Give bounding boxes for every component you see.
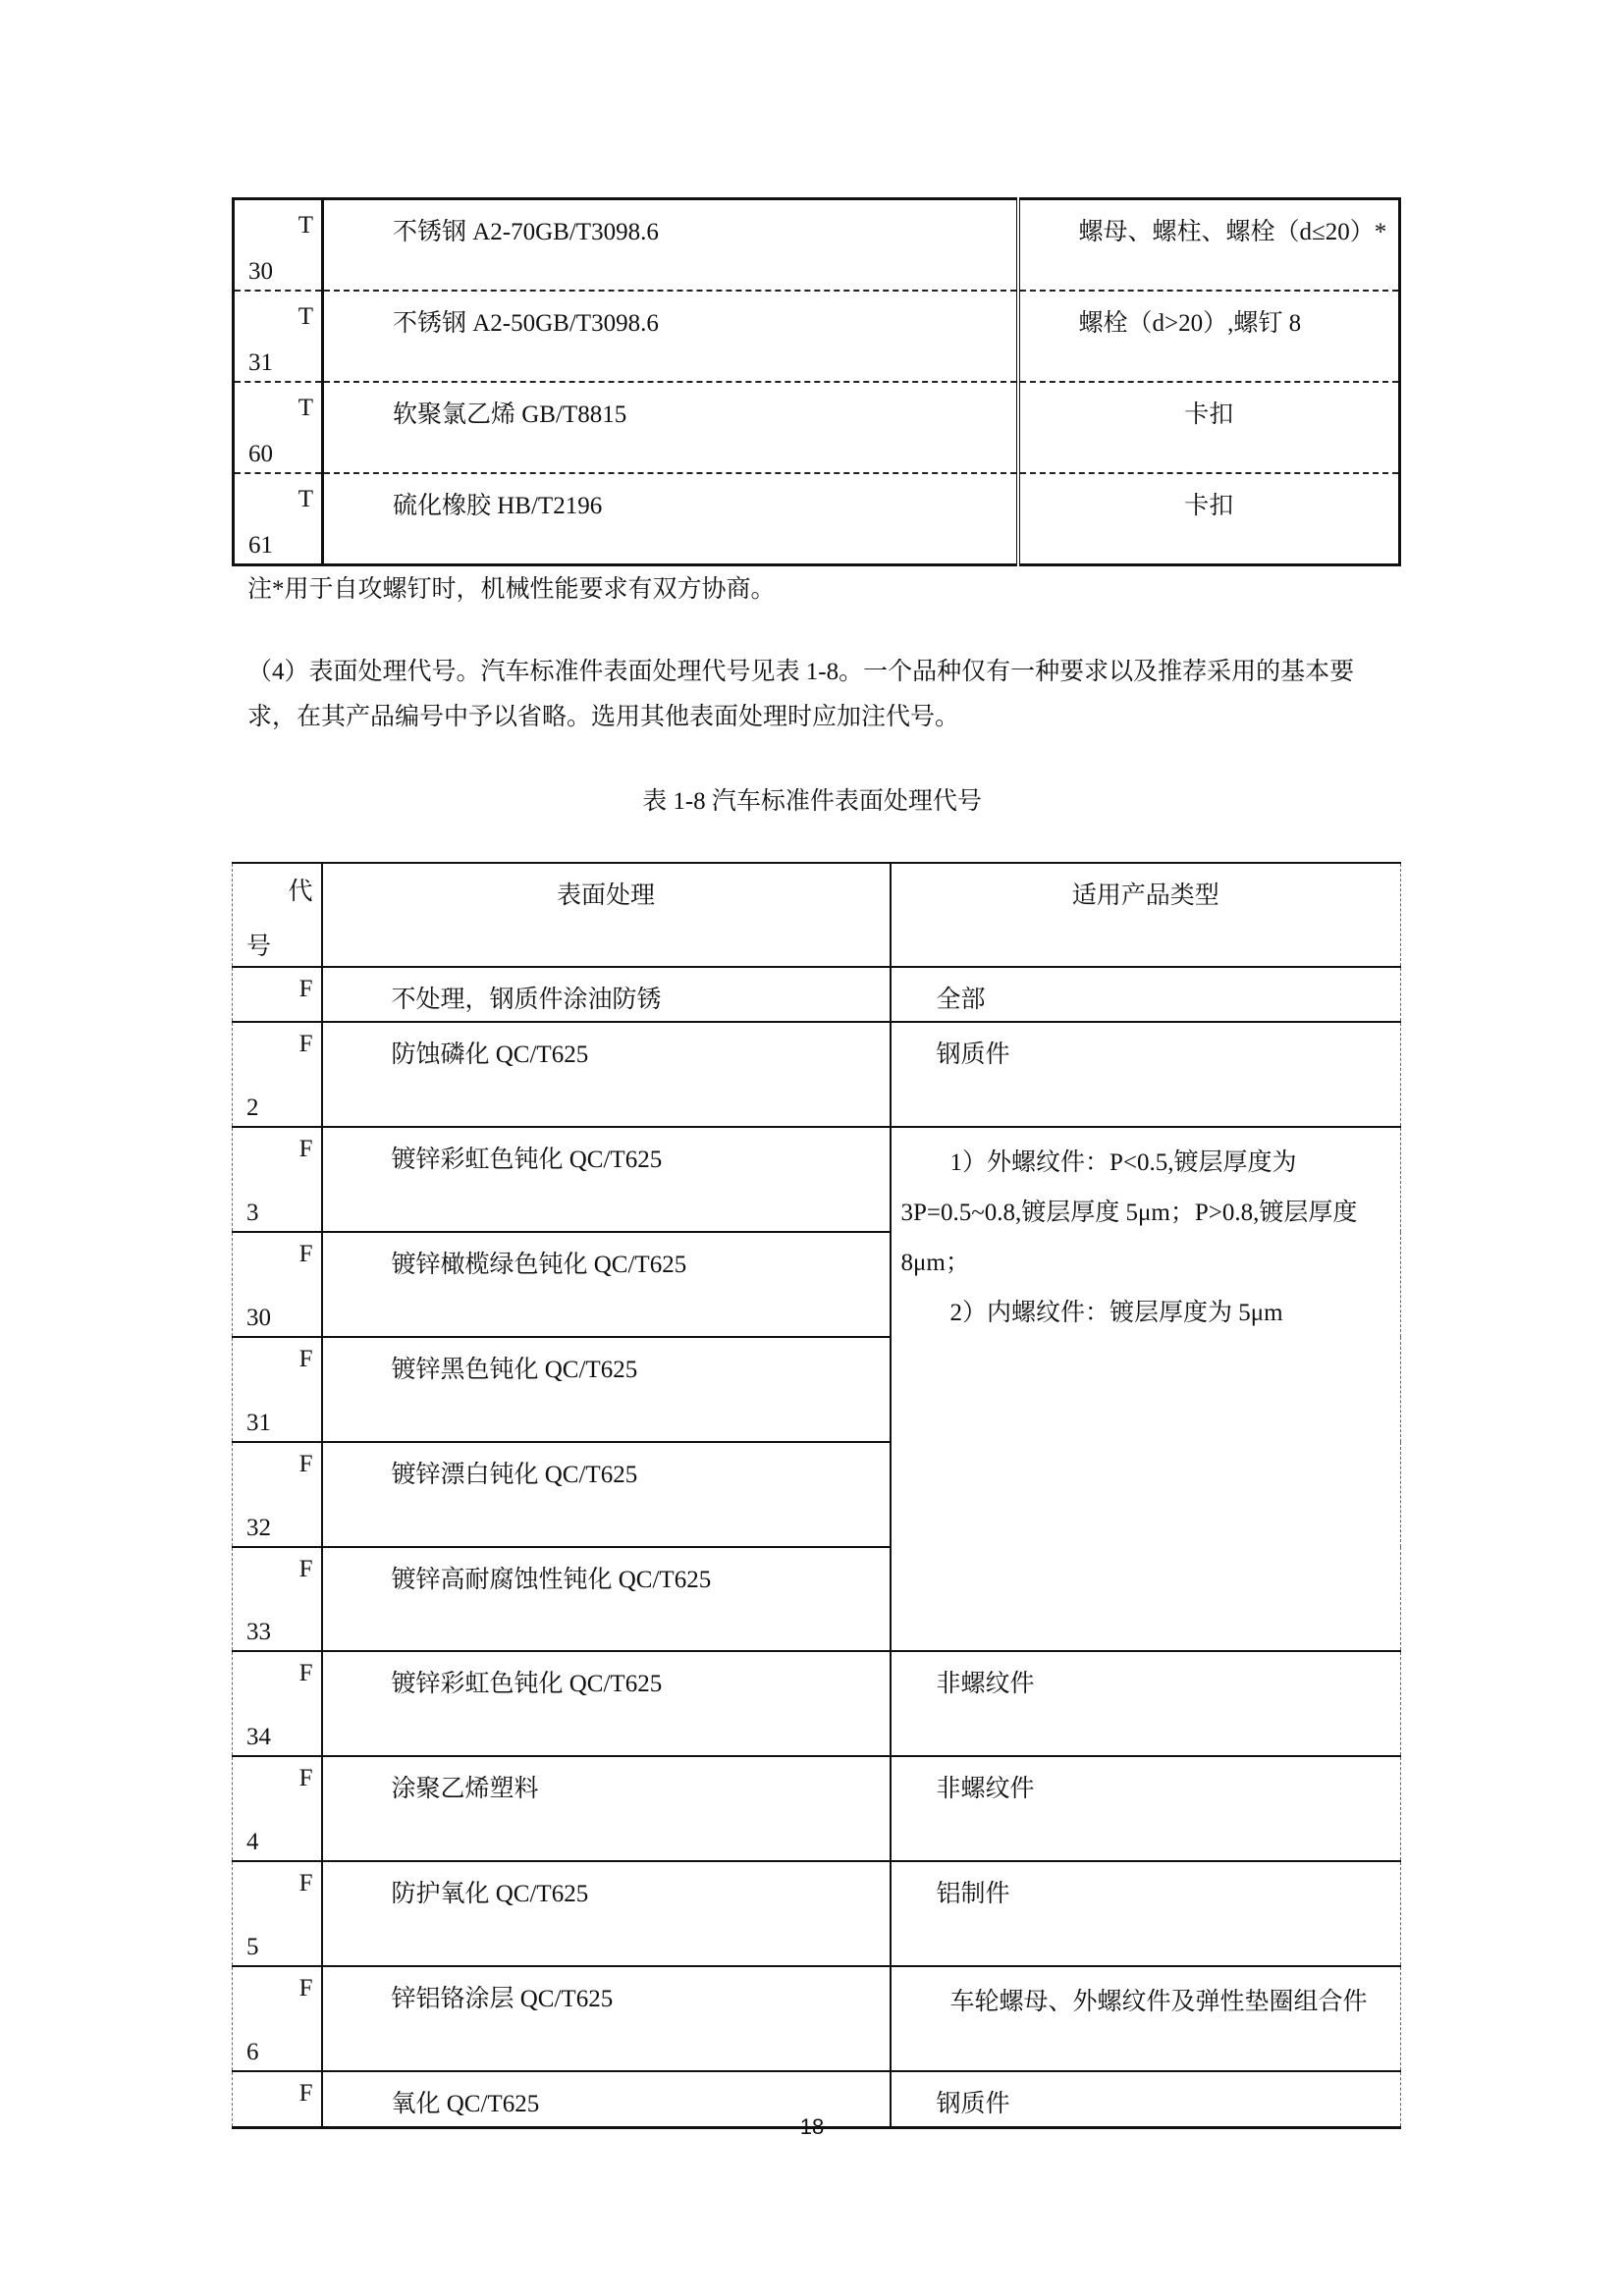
treatment-cell: 涂聚乙烯塑料 xyxy=(391,1776,539,1802)
code-letter: T xyxy=(298,395,313,421)
table-row xyxy=(233,1966,1401,2071)
treatment-cell: 镀锌彩虹色钝化 QC/T625 xyxy=(391,1671,663,1697)
code-cell xyxy=(233,1232,322,1337)
paragraph: （4）表面处理代号。汽车标准件表面处理代号见表 1-8。一个品种仅有一种要求以及推荐采用的基本要求，在其产品编号中予以省略。选用其他表面处理时应加注代号。 xyxy=(247,659,1355,730)
code-letter: F xyxy=(298,2080,313,2107)
merged-products-cell xyxy=(891,1127,1401,1651)
code-cell xyxy=(233,1547,322,1651)
code-letter: F xyxy=(298,1136,313,1162)
code-number: 30 xyxy=(246,1305,271,1331)
material-cell: 不锈钢 A2-50GB/T3098.6 xyxy=(393,310,659,337)
treatment-header: 表面处理 xyxy=(556,882,655,909)
table-caption: 表 1-8 汽车标准件表面处理代号 xyxy=(642,788,982,815)
code-cell xyxy=(233,1756,322,1861)
code-cell xyxy=(233,967,322,1022)
table-row xyxy=(233,1861,1401,1966)
code-letter: F xyxy=(298,1031,313,1057)
table-row xyxy=(233,1127,1401,1232)
treatment-cell: 不处理，钢质件涂油防锈 xyxy=(391,987,662,1013)
code-number: 6 xyxy=(246,2039,259,2065)
usage-cell: 螺母、螺柱、螺栓（d≤20）* xyxy=(1078,219,1387,245)
header-row xyxy=(233,863,1401,967)
code-number: 33 xyxy=(246,1619,271,1645)
products-cell: 钢质件 xyxy=(936,2091,1010,2117)
treatment-cell: 氧化 QC/T625 xyxy=(391,2091,540,2117)
code-letter: F xyxy=(298,1765,313,1791)
table-row xyxy=(233,1756,1401,1861)
treatment-cell: 镀锌彩虹色钝化 QC/T625 xyxy=(391,1147,663,1173)
code-cell xyxy=(233,1861,322,1966)
code-letter: F xyxy=(298,1346,313,1372)
treatment-cell: 锌铝铬涂层 QC/T625 xyxy=(391,1986,614,2012)
surface-treatment-table xyxy=(232,862,1401,2129)
code-letter: F xyxy=(298,1451,313,1477)
table-row xyxy=(234,473,1400,565)
products-line: 1）外螺纹件：P<0.5,镀层厚度为3P=0.5~0.8,镀层厚度 5μm；P>0.8,镀层厚度 8μm； xyxy=(900,1149,1358,1276)
code-number: 60 xyxy=(248,441,273,467)
code-number: 4 xyxy=(246,1829,259,1855)
usage-cell: 卡扣 xyxy=(1184,401,1234,428)
code-cell xyxy=(233,1127,322,1232)
products-cell: 非螺纹件 xyxy=(936,1671,1035,1697)
products-cell: 非螺纹件 xyxy=(936,1776,1035,1802)
treatment-cell: 防护氧化 QC/T625 xyxy=(391,1881,589,1907)
products-line: 2）内螺纹件：镀层厚度为 5μm xyxy=(949,1300,1283,1326)
table-row xyxy=(234,291,1400,382)
code-letter: F xyxy=(298,1556,313,1582)
table-row xyxy=(233,967,1401,1022)
table-note: 注*用于自攻螺钉时，机械性能要求有双方协商。 xyxy=(247,576,776,603)
material-table xyxy=(232,197,1401,566)
code-cell xyxy=(234,199,323,292)
code-number: 2 xyxy=(246,1095,259,1121)
code-header xyxy=(233,863,322,967)
products-header: 适用产品类型 xyxy=(1071,882,1219,909)
code-letter: F xyxy=(298,976,313,1002)
code-number: 3 xyxy=(246,1200,259,1226)
code-number: 32 xyxy=(246,1515,271,1541)
code-cell xyxy=(234,473,323,565)
code-cell xyxy=(234,382,323,473)
code-letter: T xyxy=(298,212,313,239)
code-letter: F xyxy=(298,1660,313,1686)
code-number: 61 xyxy=(248,532,273,559)
treatment-cell: 镀锌橄榄绿色钝化 QC/T625 xyxy=(391,1252,687,1278)
code-number: 30 xyxy=(248,258,273,285)
code-cell xyxy=(233,1337,322,1442)
header-text: 代 xyxy=(288,879,313,905)
treatment-cell: 镀锌漂白钝化 QC/T625 xyxy=(391,1462,638,1488)
material-cell: 软聚氯乙烯 GB/T8815 xyxy=(393,401,627,428)
code-cell xyxy=(233,1966,322,2071)
code-cell xyxy=(234,291,323,382)
products-cell: 铝制件 xyxy=(936,1881,1010,1907)
code-letter: F xyxy=(298,1870,313,1896)
code-cell xyxy=(233,1651,322,1756)
table-row xyxy=(233,1022,1401,1127)
material-cell: 不锈钢 A2-70GB/T3098.6 xyxy=(393,219,659,245)
products-cell: 全部 xyxy=(936,987,986,1013)
treatment-cell: 镀锌黑色钝化 QC/T625 xyxy=(391,1357,638,1383)
code-number: 34 xyxy=(246,1724,271,1750)
usage-cell: 螺栓（d>20）,螺钉 8 xyxy=(1078,310,1302,337)
code-letter: T xyxy=(298,486,313,512)
products-cell: 钢质件 xyxy=(936,1041,1010,1068)
material-cell: 硫化橡胶 HB/T2196 xyxy=(393,493,603,519)
code-number: 31 xyxy=(248,349,273,376)
code-letter: T xyxy=(298,303,313,330)
table-row xyxy=(233,1651,1401,1756)
code-cell xyxy=(233,1022,322,1127)
code-cell xyxy=(233,1442,322,1547)
treatment-cell: 镀锌高耐腐蚀性钝化 QC/T625 xyxy=(391,1567,712,1593)
usage-cell: 卡扣 xyxy=(1184,493,1234,519)
table-row xyxy=(234,199,1400,292)
table-row xyxy=(234,382,1400,473)
page-number: 18 xyxy=(799,2114,825,2139)
code-number: 5 xyxy=(246,1934,259,1960)
code-letter: F xyxy=(298,1975,313,2002)
code-number: 31 xyxy=(246,1410,271,1436)
code-letter: F xyxy=(298,1241,313,1267)
products-cell: 车轮螺母、外螺纹件及弹性垫圈组合件 xyxy=(949,1989,1368,2015)
treatment-cell: 防蚀磷化 QC/T625 xyxy=(391,1041,589,1068)
header-text: 号 xyxy=(246,934,272,960)
